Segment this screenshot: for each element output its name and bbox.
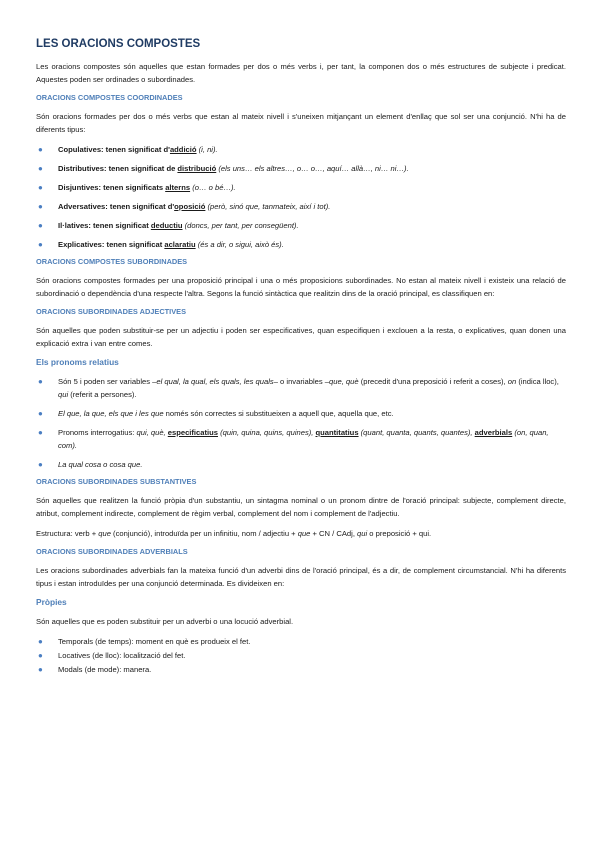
list-item: ● El que, la que, els que i les que només són correctes si substitueixen a aquell que, aquella que, etc. (38, 409, 394, 418)
substantives-structure: Estructura: verb + que (conjunció), introduïda per un infinitiu, nom / adjectiu + que + CN / CAdj, qui o preposició + qui. (36, 529, 432, 538)
propies-list (36, 635, 566, 676)
list-item: ● Il·latives: tenen significat deductiu (doncs, per tant, per consegüent). (38, 221, 299, 230)
list-item: ● Distributives: tenen significat de distribució (els uns… els altres…, o… o…, aquí… allà…, ni… ni…). (38, 164, 409, 173)
heading-pronoms-relatius: Els pronoms relatius (36, 357, 119, 367)
bullet-icon: ● (38, 183, 43, 192)
bullet-icon: ● (38, 637, 43, 646)
relatius-list (36, 375, 566, 471)
heading-adjectives: ORACIONS SUBORDINADES ADJECTIVES (36, 307, 187, 316)
bullet-icon: ● (38, 240, 43, 249)
heading-substantives: ORACIONS SUBORDINADES SUBSTANTIVES (36, 477, 197, 486)
list-item: ● Disjuntives: tenen significats alterns (o… o bé…). (38, 183, 236, 192)
list-item: ● Són 5 i poden ser variables –el qual, la qual, els quals, les quals– o invariables –que, què (precedit d'una preposició i referit a coses), on (indica lloc), qui (referit a persones). (38, 377, 559, 399)
coordinades-paragraph: Són oracions formades per dos o més verbs que estan al mateix nivell i s'uneixen mitjançant un element d'enllaç que sol ser una conjunció. N'hi ha de diferents tipus: (36, 112, 566, 134)
bullet-icon: ● (38, 665, 43, 674)
bullet-icon: ● (38, 428, 43, 437)
adjectives-paragraph: Són aquelles que poden substituir-se per un adjectiu i poden ser especificatives, quan especifiquen i exclouen a la resta, o explicatives, quan donen una explicació extra i van entre comes. (36, 326, 566, 348)
heading-subordinades: ORACIONS COMPOSTES SUBORDINADES (36, 257, 188, 266)
coordinades-list (36, 143, 566, 251)
substantives-paragraph: Són aquelles que realitzen la funció pròpia d'un substantiu, un sintagma nominal o un pronom dintre de l'oració principal: subjecte, complement directe, atribut, complement indirecte, complement de règim verbal, complement del nom i complement de l'adjectiu. (36, 496, 566, 518)
heading-coordinades: ORACIONS COMPOSTES COORDINADES (36, 93, 183, 102)
list-item: ● Temporals (de temps): moment en què es produeix el fet. (38, 637, 251, 646)
bullet-icon: ● (38, 460, 43, 469)
bullet-icon: ● (38, 377, 43, 386)
list-item: ● Modals (de mode): manera. (38, 665, 152, 674)
intro-paragraph: Les oracions compostes són aquelles que estan formades per dos o més verbs i, per tant, la componen dos o més estructures de subjecte i predicat. Aquestes poden ser ordinades o subordinades. (36, 62, 566, 84)
list-item: ● Copulatives: tenen significat d'addició (i, ni). (38, 145, 218, 154)
list-item: ● La qual cosa o cosa que. (38, 460, 143, 469)
list-item: ● Explicatives: tenen significat aclaratiu (és a dir, o sigui, això és). (38, 240, 284, 249)
bullet-icon: ● (38, 409, 43, 418)
bullet-icon: ● (38, 221, 43, 230)
adverbials-paragraph: Les oracions subordinades adverbials fan la mateixa funció d'un adverbi dins de l'oració principal, és a dir, de complement circumstancial. N'hi ha diferents tipus i estan introduïdes per una conjunció determinada. Es divideixen en: (36, 566, 566, 588)
document-page (36, 38, 566, 682)
doc-title: LES ORACIONS COMPOSTES (36, 38, 201, 50)
bullet-icon: ● (38, 651, 43, 660)
bullet-icon: ● (38, 202, 43, 211)
list-item: ● Locatives (de lloc): localització del fet. (38, 651, 186, 660)
propies-paragraph: Són aquelles que es poden substituir per un adverbi o una locució adverbial. (36, 617, 294, 626)
subordinades-paragraph: Són oracions compostes formades per una proposició principal i una o més proposicions subordinades. No estan al mateix nivell i existeix una relació de subordinació o dependència d'una respecte l'altra. Segons la funció sintàctica que realitzin dins de la oració principal, es classifiquen en: (36, 276, 566, 298)
bullet-icon: ● (38, 164, 43, 173)
heading-adverbials: ORACIONS SUBORDINADES ADVERBIALS (36, 547, 188, 556)
bullet-icon: ● (38, 145, 43, 154)
heading-propies: Pròpies (36, 597, 67, 607)
list-item: ● Pronoms interrogatius: qui, què, especificatius (quin, quina, quins, quines), quantitatius (quant, quanta, quants, quantes), adverbials (on, quan, com). (38, 428, 549, 450)
list-item: ● Adversatives: tenen significat d'oposició (però, sinó que, tanmateix, així i tot). (38, 202, 331, 211)
